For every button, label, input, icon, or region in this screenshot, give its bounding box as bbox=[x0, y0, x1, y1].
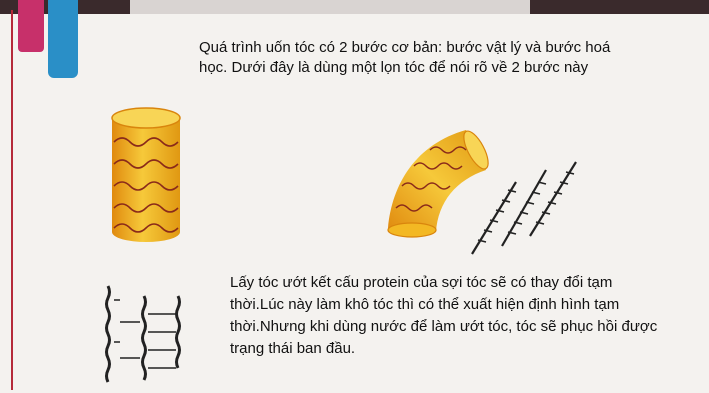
ladder-strands bbox=[100, 282, 190, 386]
intro-paragraph: Quá trình uốn tóc có 2 bước cơ bản: bước vật lý và bước hoá học. Dưới đây là dùng một lọn tóc để nói rõ về 2 bước này bbox=[199, 39, 611, 76]
diagonal-strands bbox=[466, 160, 586, 260]
top-border-strip bbox=[0, 0, 709, 14]
blue-marker-tab bbox=[48, 0, 78, 78]
pink-marker-tab bbox=[18, 0, 44, 52]
description-paragraph: Lấy tóc ướt kết cấu protein của sợi tóc sẽ có thay đổi tạm thời.Lúc này làm khô tóc thì có thể xuất hiện định hình tạm thời.Nhưng khi dùng nước để làm ướt tóc, tóc sẽ phục hồi được trạng thái ban đầu. bbox=[230, 274, 658, 357]
top-border-pale bbox=[130, 0, 530, 14]
straight-hair-tube bbox=[106, 104, 186, 246]
left-margin-line bbox=[11, 10, 13, 390]
